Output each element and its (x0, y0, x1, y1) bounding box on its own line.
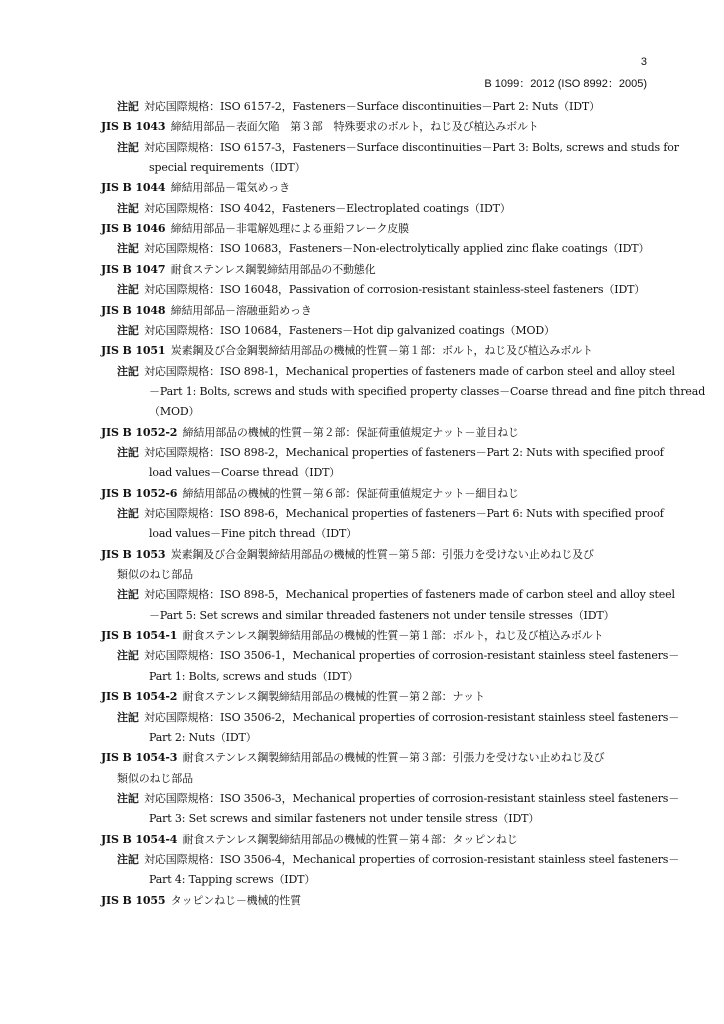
line-text: 対応国際規格：ISO 898-2，Mechanical properties of fasteners－Part 2: Nuts with specified proof (144, 446, 664, 459)
line-text: 対応国際規格：ISO 898-5，Mechanical properties of fasteners made of carbon steel and alloy steel (144, 588, 675, 601)
line-text: 耐食ステンレス鋼製締結用部品の機械的性質－第４部：タッピンねじ (182, 833, 518, 846)
standard-code: JIS B 1044 (101, 181, 166, 194)
document-line (101, 487, 519, 501)
line-text: 対応国際規格：ISO 3506-1，Mechanical properties of corrosion-resistant stainless steel fasteners－ (144, 649, 680, 662)
line-text: （MOD） (149, 405, 200, 418)
note-label: 注記 (117, 141, 139, 154)
line-text: special requirements（IDT） (149, 161, 306, 174)
document-line (101, 833, 518, 847)
line-text: 締結用部品－溶融亜鉛めっき (170, 304, 312, 317)
line-text: 対応国際規格：ISO 898-6，Mechanical properties of fasteners－Part 6: Nuts with specified proof (144, 507, 664, 520)
line-text: －Part 1: Bolts, screws and studs with specified property classes－Coarse thread and fine pitch thread (149, 385, 706, 398)
document-line (101, 894, 301, 908)
document-line (149, 812, 539, 826)
note-label: 注記 (117, 283, 139, 296)
document-line (117, 242, 649, 256)
document-line (149, 161, 305, 175)
document-line (149, 731, 257, 745)
document-line (117, 141, 679, 155)
note-label: 注記 (117, 507, 139, 520)
line-text: 締結用部品－電気めっき (170, 181, 290, 194)
document-line (117, 711, 679, 725)
document-line (101, 426, 519, 440)
document-line (117, 853, 679, 867)
note-label: 注記 (117, 100, 139, 113)
line-text: 締結用部品の機械的性質－第６部：保証荷重値規定ナット－細目ねじ (182, 487, 519, 500)
document-line (149, 609, 614, 623)
line-text: 対応国際規格：ISO 10684，Fasteners－Hot dip galvanized coatings（MOD） (144, 324, 555, 337)
document-line (101, 344, 593, 358)
line-text: Part 3: Set screws and similar fasteners not under tensile stress（IDT） (149, 812, 540, 825)
line-text: 耐食ステンレス鋼製締結用部品の不動態化 (170, 263, 376, 276)
line-text: load values－Fine pitch thread（IDT） (149, 527, 358, 540)
standard-code: JIS B 1048 (101, 304, 166, 317)
line-text: 締結用部品－表面欠陥 第３部 特殊要求のボルト，ねじ及び植込みボルト (170, 120, 539, 133)
document-line (149, 466, 340, 480)
document-line (101, 120, 539, 134)
document-line (117, 202, 511, 216)
document-line (117, 649, 679, 663)
line-text: 耐食ステンレス鋼製締結用部品の機械的性質－第２部：ナット (182, 690, 485, 703)
document-line (117, 100, 600, 114)
standard-code: JIS B 1053 (101, 548, 166, 561)
document-line (117, 588, 675, 602)
note-label: 注記 (117, 792, 139, 805)
document-line (149, 405, 199, 419)
line-text: Part 2: Nuts（IDT） (149, 731, 257, 744)
line-text: 類似のねじ部品 (117, 772, 193, 785)
standard-code: JIS B 1043 (101, 120, 166, 133)
document-line (117, 446, 664, 460)
line-text: 対応国際規格：ISO 10683，Fasteners－Non-electrolytically applied zinc flake coatings（IDT） (144, 242, 650, 255)
line-text: 耐食ステンレス鋼製締結用部品の機械的性質－第１部：ボルト，ねじ及び植込みボルト (182, 629, 604, 642)
line-text: Part 4: Tapping screws（IDT） (149, 873, 316, 886)
page-number: 3 (640, 56, 647, 68)
standard-code: JIS B 1052-6 (101, 487, 178, 500)
standard-header: B 1099：2012 (ISO 8992：2005) (484, 78, 647, 90)
document-line (101, 751, 604, 765)
line-text: 締結用部品－非電解処理による亜鉛フレーク皮膜 (170, 222, 409, 235)
line-text: 対応国際規格：ISO 3506-2，Mechanical properties of corrosion-resistant stainless steel fasteners－ (144, 711, 680, 724)
document-line (101, 222, 409, 236)
standard-code: JIS B 1055 (101, 894, 166, 907)
standard-code: JIS B 1051 (101, 344, 166, 357)
document-line (117, 568, 193, 582)
note-label: 注記 (117, 446, 139, 459)
standard-code: JIS B 1054-1 (101, 629, 178, 642)
document-line (101, 181, 290, 195)
document-line (117, 365, 675, 379)
line-text: 対応国際規格：ISO 3506-4，Mechanical properties of corrosion-resistant stainless steel fasteners－ (144, 853, 680, 866)
document-line (149, 385, 705, 399)
line-text: 類似のねじ部品 (117, 568, 193, 581)
line-text: 炭素鋼及び合金鋼製締結用部品の機械的性質－第１部：ボルト，ねじ及び植込みボルト (170, 344, 593, 357)
line-text: －Part 5: Set screws and similar threaded fasteners not under tensile stresses（IDT） (149, 609, 615, 622)
document-line (117, 324, 555, 338)
note-label: 注記 (117, 202, 139, 215)
standard-code: JIS B 1054-2 (101, 690, 178, 703)
line-text: 対応国際規格：ISO 6157-3，Fasteners－Surface discontinuities－Part 3: Bolts, screws and studs for (144, 141, 679, 154)
note-label: 注記 (117, 324, 139, 337)
line-text: 対応国際規格：ISO 6157-2，Fasteners－Surface discontinuities－Part 2: Nuts（IDT） (144, 100, 600, 113)
note-label: 注記 (117, 242, 139, 255)
document-line (117, 507, 664, 521)
document-line (101, 629, 603, 643)
standard-code: JIS B 1054-4 (101, 833, 178, 846)
note-label: 注記 (117, 853, 139, 866)
line-text: タッピンねじ－機械的性質 (170, 894, 301, 907)
standard-code: JIS B 1054-3 (101, 751, 178, 764)
note-label: 注記 (117, 711, 139, 724)
document-line (117, 283, 645, 297)
line-text: 対応国際規格：ISO 898-1，Mechanical properties of fasteners made of carbon steel and alloy steel (144, 365, 675, 378)
line-text: 炭素鋼及び合金鋼製締結用部品の機械的性質－第５部：引張力を受けない止めねじ及び (170, 548, 594, 561)
line-text: 対応国際規格：ISO 16048，Passivation of corrosion-resistant stainless-steel fasteners（IDT） (144, 283, 646, 296)
standard-code: JIS B 1046 (101, 222, 166, 235)
document-line (101, 263, 376, 277)
document-line (101, 548, 594, 562)
note-label: 注記 (117, 365, 139, 378)
line-text: 耐食ステンレス鋼製締結用部品の機械的性質－第３部：引張力を受けない止めねじ及び (182, 751, 605, 764)
standard-code: JIS B 1052-2 (101, 426, 178, 439)
standard-code: JIS B 1047 (101, 263, 166, 276)
line-text: 対応国際規格：ISO 3506-3，Mechanical properties of corrosion-resistant stainless steel fasteners－ (144, 792, 680, 805)
document-line (117, 792, 679, 806)
document-line (149, 670, 358, 684)
document-line (101, 690, 485, 704)
note-label: 注記 (117, 649, 139, 662)
line-text: Part 1: Bolts, screws and studs（IDT） (149, 670, 359, 683)
document-line (149, 527, 357, 541)
document-line (117, 772, 193, 786)
note-label: 注記 (117, 588, 139, 601)
line-text: 対応国際規格：ISO 4042，Fasteners－Electroplated coatings（IDT） (144, 202, 511, 215)
line-text: load values－Coarse thread（IDT） (149, 466, 341, 479)
line-text: 締結用部品の機械的性質－第２部：保証荷重値規定ナット－並目ねじ (182, 426, 519, 439)
document-line (101, 304, 312, 318)
document-line (149, 873, 315, 887)
